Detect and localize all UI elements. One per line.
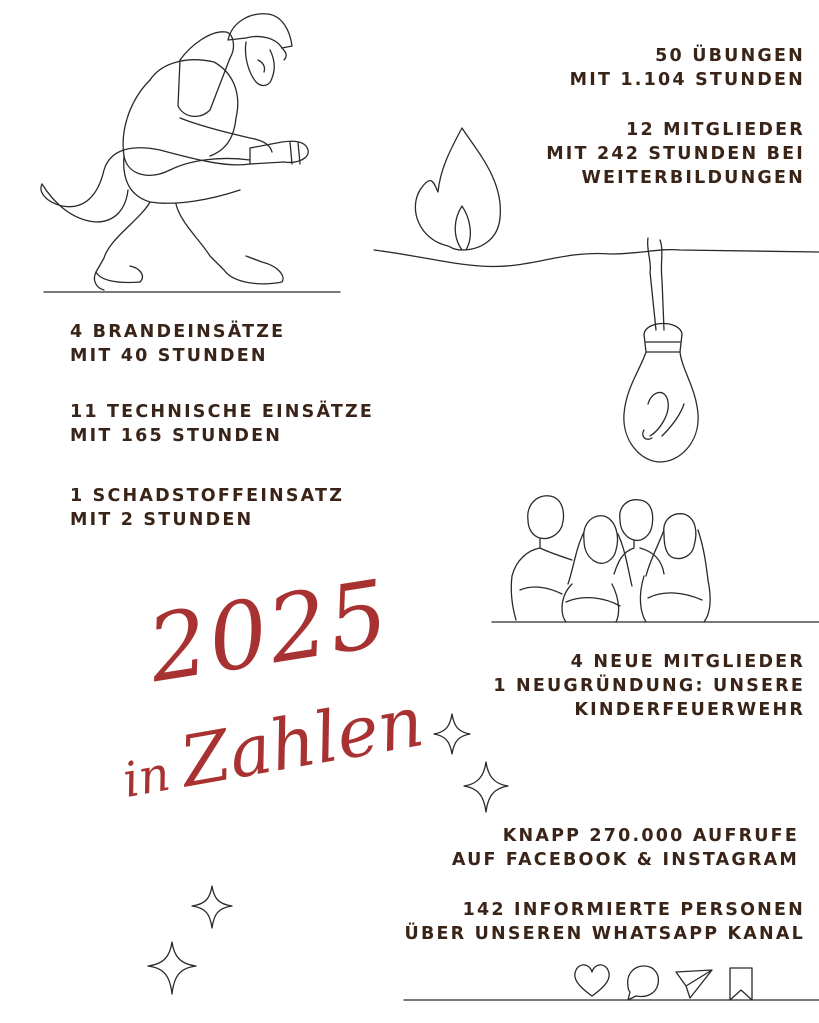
stat-line: 142 INFORMIERTE PERSONEN bbox=[462, 900, 805, 920]
stat-line: 11 TECHNISCHE EINSÄTZE bbox=[70, 402, 375, 422]
stat-fire bbox=[70, 320, 285, 368]
comment-icon bbox=[628, 966, 659, 1000]
title-word: Zahlen bbox=[174, 680, 430, 804]
stat-whatsapp bbox=[405, 898, 805, 946]
stat-trainings bbox=[570, 44, 805, 92]
stat-members-training bbox=[546, 118, 805, 190]
stat-line: 4 BRANDEINSÄTZE bbox=[70, 322, 286, 342]
stat-line: WEITERBILDUNGEN bbox=[581, 168, 805, 188]
send-icon bbox=[676, 970, 712, 998]
group-drawing bbox=[492, 496, 819, 622]
stat-line: AUF FACEBOOK & INSTAGRAM bbox=[451, 850, 799, 870]
stat-line: MIT 1.104 STUNDEN bbox=[569, 70, 805, 90]
title-year: 2025 bbox=[141, 559, 398, 704]
stat-line: 1 NEUGRÜNDUNG: UNSERE bbox=[493, 676, 805, 696]
stat-line: MIT 165 STUNDEN bbox=[70, 426, 283, 446]
stat-line: 12 MITGLIEDER bbox=[626, 120, 805, 140]
stat-line: MIT 2 STUNDEN bbox=[70, 510, 254, 530]
stat-line: 1 SCHADSTOFFEINSATZ bbox=[70, 486, 345, 506]
stat-social bbox=[452, 824, 799, 872]
stat-technical bbox=[70, 400, 374, 448]
stat-line: 50 ÜBUNGEN bbox=[655, 46, 805, 66]
bookmark-icon bbox=[730, 968, 752, 1000]
stat-new-members bbox=[493, 650, 805, 722]
stat-line: KNAPP 270.000 AUFRUFE bbox=[502, 826, 799, 846]
stat-line: KINDERFEUERWEHR bbox=[574, 700, 805, 720]
stat-line: ÜBER UNSEREN WHATSAPP KANAL bbox=[404, 924, 805, 944]
stat-line: MIT 242 STUNDEN BEI bbox=[546, 144, 805, 164]
stat-hazmat bbox=[70, 484, 344, 532]
stat-line: 4 NEUE MITGLIEDER bbox=[570, 652, 805, 672]
title-in: in bbox=[118, 745, 175, 809]
lightbulb-drawing bbox=[624, 238, 698, 462]
heart-icon bbox=[575, 965, 609, 996]
stat-line: MIT 40 STUNDEN bbox=[70, 346, 268, 366]
firefighter-drawing bbox=[41, 14, 340, 292]
